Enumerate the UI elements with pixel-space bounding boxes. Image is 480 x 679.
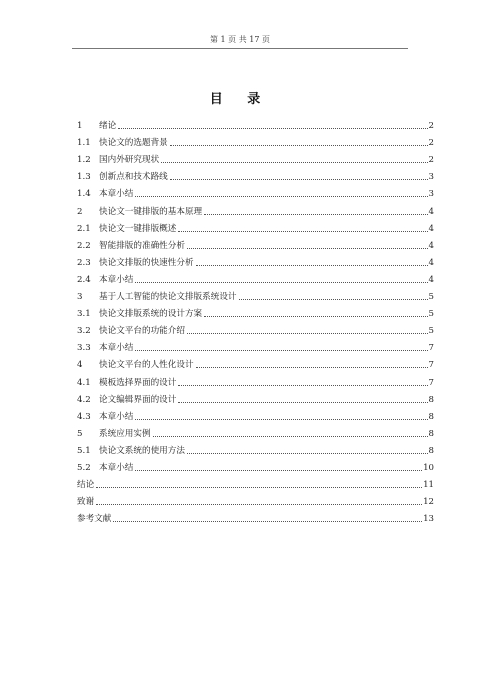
- toc-entry-label: 参考文献: [77, 514, 112, 525]
- toc-entry-number: 1: [77, 121, 83, 132]
- toc-entry-page: 5: [428, 326, 434, 337]
- toc-entry-page: 3: [428, 189, 434, 200]
- toc-entry-number: 2: [77, 206, 83, 217]
- toc-leader-dots: [187, 248, 428, 249]
- toc-entry[interactable]: [77, 252, 434, 269]
- toc-entry[interactable]: [77, 474, 434, 491]
- toc-entry-label: 基于人工智能的快论文排版系统设计: [99, 292, 237, 303]
- toc-entry[interactable]: [77, 371, 434, 388]
- toc-entry-page: 3: [428, 172, 434, 183]
- toc-leader-dots: [96, 504, 422, 505]
- toc-entry-label: 模板选择界面的设计: [99, 377, 177, 388]
- toc-leader-dots: [196, 367, 428, 368]
- toc-entry-number: 3.2: [77, 326, 91, 337]
- toc-leader-dots: [196, 265, 428, 266]
- page-header: 第 1 页 共 17 页: [210, 35, 270, 44]
- toc-leader-dots: [135, 282, 427, 283]
- toc-entry-label: 快论文平台的人性化设计: [99, 360, 194, 371]
- toc-leader-dots: [113, 521, 422, 522]
- toc-entry-label: 本章小结: [99, 462, 134, 473]
- toc-entry-page: 5: [428, 309, 434, 320]
- toc-entry-number: 2.3: [77, 257, 91, 268]
- toc-entry-number: 5: [77, 428, 83, 439]
- toc-entry-label: 本章小结: [99, 274, 134, 285]
- toc-entry[interactable]: [77, 337, 434, 354]
- toc-entry-label: 本章小结: [99, 343, 134, 354]
- toc-entry-number: 1.3: [77, 172, 91, 183]
- toc-entry[interactable]: [77, 303, 434, 320]
- toc-entry-page: 4: [428, 257, 434, 268]
- toc-leader-dots: [135, 350, 427, 351]
- toc-title: 目 录: [209, 92, 271, 107]
- toc-entry[interactable]: [77, 286, 434, 303]
- toc-entry-page: 7: [428, 343, 434, 354]
- toc-entry-page: 2: [428, 121, 434, 132]
- toc-leader-dots: [135, 470, 422, 471]
- toc-entry-number: 5.2: [77, 462, 91, 473]
- toc-entry[interactable]: [77, 354, 434, 371]
- toc-leader-dots: [178, 402, 427, 403]
- toc-entry-label: 绪论: [99, 121, 117, 132]
- toc-entry-page: 4: [428, 274, 434, 285]
- toc-entry-label: 系统应用实例: [99, 428, 151, 439]
- toc-entry-number: 4.3: [77, 411, 91, 422]
- toc-entry-number: 3.3: [77, 343, 91, 354]
- toc-leader-dots: [170, 145, 428, 146]
- toc-entry-number: 2.4: [77, 274, 91, 285]
- toc-entry[interactable]: [77, 115, 434, 132]
- toc-entry-label: 快论文平台的功能介绍: [99, 326, 185, 337]
- toc-leader-dots: [161, 162, 427, 163]
- toc-entry[interactable]: [77, 200, 434, 217]
- toc-leader-dots: [135, 419, 427, 420]
- toc-entry-label: 快论文排版的快速性分析: [99, 257, 194, 268]
- toc-entry-page: 13: [423, 514, 434, 525]
- toc-entry-label: 快论文一键排版的基本原理: [99, 206, 203, 217]
- toc-entry[interactable]: [77, 491, 434, 508]
- toc-entry-label: 快论文系统的使用方法: [99, 445, 185, 456]
- toc-entry-page: 7: [428, 377, 434, 388]
- toc-leader-dots: [187, 453, 428, 454]
- toc-entry[interactable]: [77, 457, 434, 474]
- toc-entry-label: 本章小结: [99, 189, 134, 200]
- toc-entry-page: 8: [428, 411, 434, 422]
- header-rule: [72, 48, 408, 49]
- toc-entry-page: 7: [428, 360, 434, 371]
- toc-entry-label: 快论文的选题背景: [99, 138, 168, 149]
- toc-leader-dots: [204, 214, 427, 215]
- toc-leader-dots: [118, 128, 427, 129]
- toc-entry[interactable]: [77, 166, 434, 183]
- toc-leader-dots: [153, 436, 428, 437]
- toc-leader-dots: [170, 179, 428, 180]
- toc-entry-number: 3: [77, 292, 83, 303]
- toc-entry-label: 结论: [77, 480, 95, 491]
- toc-entry[interactable]: [77, 235, 434, 252]
- toc-entry-number: 5.1: [77, 445, 91, 456]
- toc-entry[interactable]: [77, 320, 434, 337]
- toc-entry[interactable]: [77, 269, 434, 286]
- toc-entry-page: 2: [428, 138, 434, 149]
- toc-entry-number: 1.4: [77, 189, 91, 200]
- toc-entry-page: 5: [428, 292, 434, 303]
- toc-entry[interactable]: [77, 406, 434, 423]
- table-of-contents: [77, 115, 434, 525]
- toc-entry-number: 1.1: [77, 138, 91, 149]
- toc-entry-number: 2.1: [77, 223, 91, 234]
- toc-entry-number: 4.2: [77, 394, 91, 405]
- toc-entry-label: 致谢: [77, 497, 95, 508]
- toc-entry-number: 2.2: [77, 240, 91, 251]
- toc-entry[interactable]: [77, 132, 434, 149]
- toc-entry-label: 创新点和技术路线: [99, 172, 168, 183]
- toc-entry-number: 4: [77, 360, 83, 371]
- toc-entry-page: 12: [423, 497, 434, 508]
- toc-entry[interactable]: [77, 149, 434, 166]
- toc-leader-dots: [178, 231, 427, 232]
- toc-entry-page: 8: [428, 394, 434, 405]
- toc-entry-page: 8: [428, 428, 434, 439]
- toc-entry[interactable]: [77, 508, 434, 525]
- toc-entry-page: 11: [423, 480, 434, 491]
- toc-entry-label: 快论文一键排版概述: [99, 223, 177, 234]
- toc-leader-dots: [135, 196, 427, 197]
- toc-leader-dots: [204, 316, 427, 317]
- toc-leader-dots: [239, 299, 428, 300]
- toc-entry-page: 4: [428, 206, 434, 217]
- toc-leader-dots: [96, 487, 422, 488]
- toc-entry-page: 8: [428, 445, 434, 456]
- toc-entry-label: 论文编辑界面的设计: [99, 394, 177, 405]
- toc-entry-page: 4: [428, 240, 434, 251]
- toc-entry[interactable]: [77, 423, 434, 440]
- toc-entry-page: 2: [428, 155, 434, 166]
- toc-entry-label: 智能排版的准确性分析: [99, 240, 185, 251]
- toc-entry[interactable]: [77, 440, 434, 457]
- toc-entry-page: 4: [428, 223, 434, 234]
- toc-entry-number: 4.1: [77, 377, 91, 388]
- toc-entry-label: 国内外研究现状: [99, 155, 160, 166]
- toc-entry-page: 10: [423, 462, 434, 473]
- toc-leader-dots: [187, 333, 428, 334]
- toc-entry-label: 快论文排版系统的设计方案: [99, 309, 203, 320]
- toc-entry[interactable]: [77, 183, 434, 200]
- toc-entry[interactable]: [77, 218, 434, 235]
- toc-entry-label: 本章小结: [99, 411, 134, 422]
- toc-entry-number: 1.2: [77, 155, 91, 166]
- toc-entry-number: 3.1: [77, 309, 91, 320]
- toc-entry[interactable]: [77, 389, 434, 406]
- toc-leader-dots: [178, 385, 427, 386]
